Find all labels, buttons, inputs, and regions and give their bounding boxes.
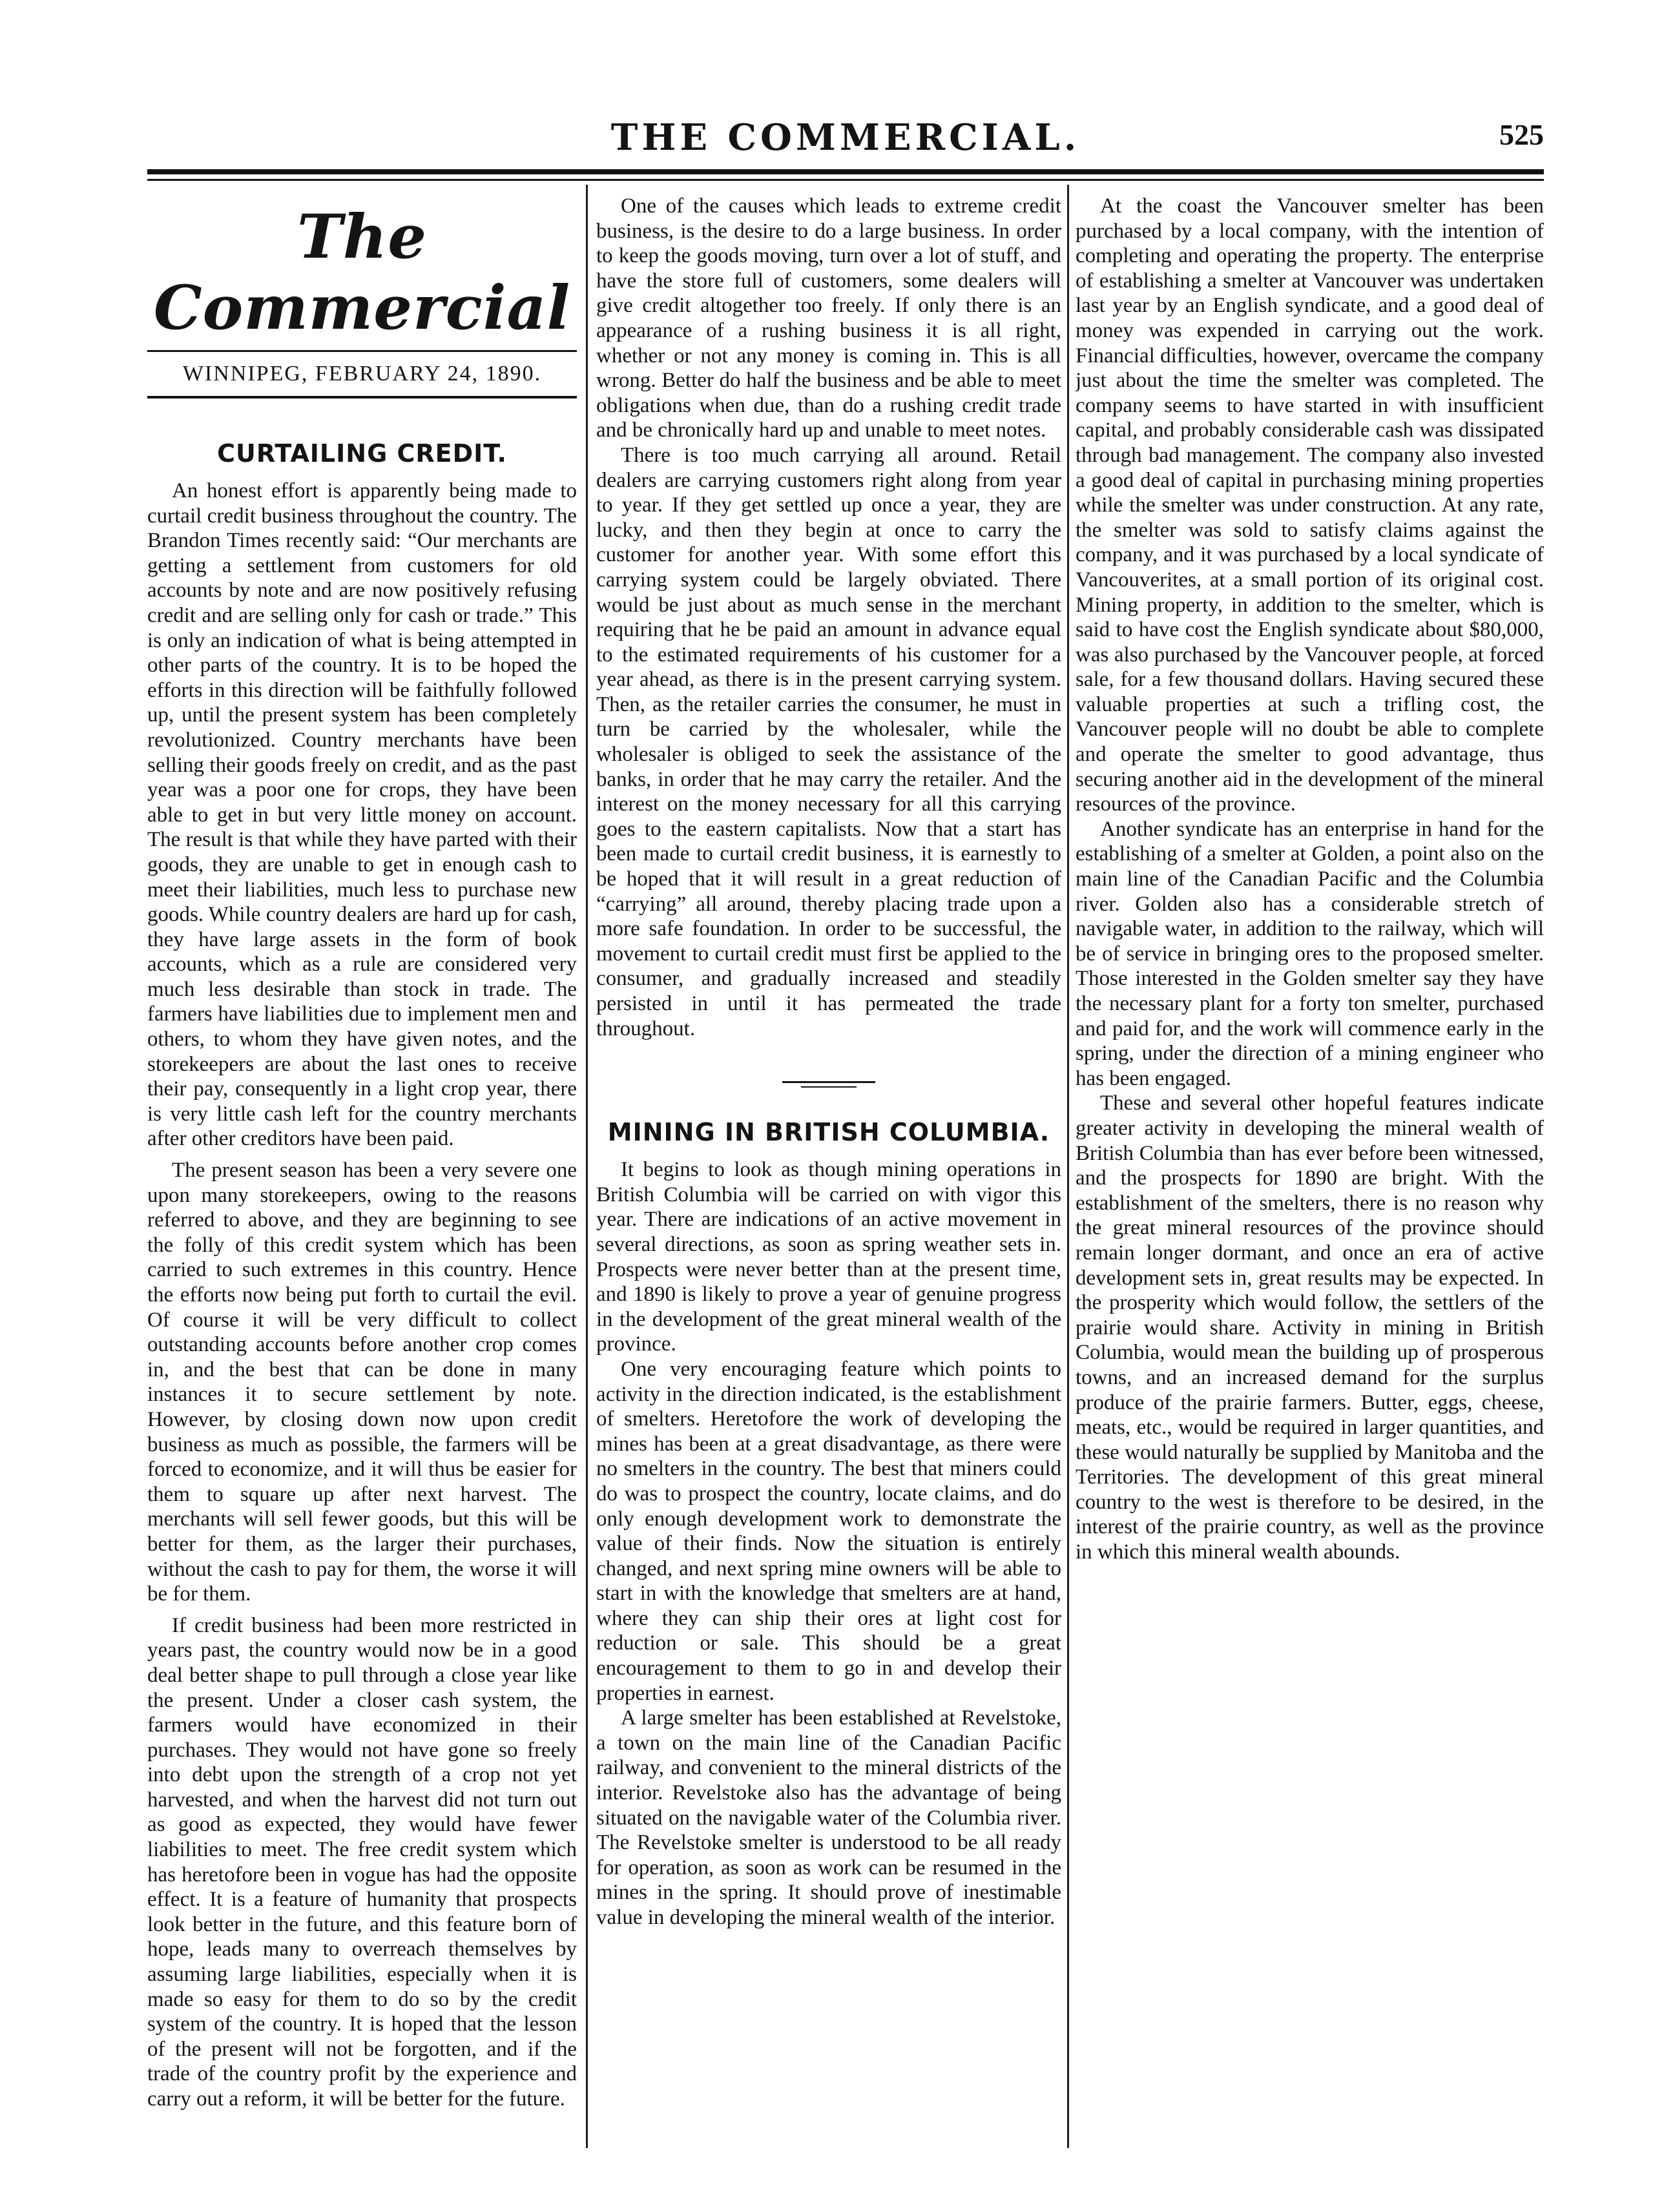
article-paragraph: A large smelter has been established at Revelstoke, a town on the main line of the Canadian Pacific railway, and convenient to the mineral districts of the interior. Revelstoke also has the advantage of being situated on the navigable water of the Columbia river. The Revelstoke smelter is understood to be all ready for operation, as soon as work can be resumed in the mines in the spring. It should prove of inestimable value in developing the mineral wealth of the interior. xyxy=(596,1706,1061,1929)
article-paragraph: One very encouraging feature which points to activity in the direction indicated, is the establishment of smelters. Heretofore the work of developing the mines has been at a great disadvantage, as there were no smelters in the country. The best that miners could do was to prospect the country, locate claims, and do only enough development work to demonstrate the value of their finds. Now the situation is entirely changed, and next spring mine owners will be able to start in with the knowledge that smelters are at hand, where they can ship their ores at light cost for reduction or sale. This should be a great encouragement to them to go in and develop their properties in earnest. xyxy=(596,1357,1061,1705)
article-heading: CURTAILING CREDIT. xyxy=(217,439,507,468)
page-number: 525 xyxy=(1499,118,1544,151)
article-paragraph: If credit business had been more restricted in years past, the country would now be in a good deal better shape to pull through a close year like the present. Under a closer cash system, the farmers would have economized in their purchases. They would not have gone so freely into debt upon the strength of a crop not yet harvested, and when the harvest did not turn out as good as expected, they would have fewer liabilities to meet. The free credit system which has heretofore been in vogue has had the opposite effect. It is a feature of humanity that prospects look better in the future, and this feature born of hope, leads many to overreach themselves by assuming large liabilities, especially when it is made so easy for them to do so by the credit system of the country. It is hoped that the lesson of the present will not be forgotten, and if the trade of the country profit by the experience and carry out a reform, it will be better for the future. xyxy=(147,1613,577,2111)
masthead-rule xyxy=(147,396,577,398)
column-divider xyxy=(586,185,588,2148)
masthead-title: The Commercial xyxy=(153,202,571,344)
section-separator xyxy=(596,1073,1061,1099)
header-rule xyxy=(147,169,1544,174)
article-paragraph: One of the causes which leads to extreme credit business, is the desire to do a large business. In order to keep the goods moving, turn over a lot of stuff, and have the store full of customers, some dealers will give credit altogether too freely. If only there is an appearance of a rushing business it is all right, whether or not any money is coming in. This is all wrong. Better do half the business and be able to meet obligations when due, than do a rushing credit trade and be chronically hard up and unable to meet notes. xyxy=(596,194,1061,442)
article-paragraph: The present season has been a very severe one upon many storekeepers, owing to the reasons referred to above, and they are beginning to see the folly of this credit system which has been carried to such extremes in this country. Hence the efforts now being put forth to curtail the evil. Of course it will be very difficult to collect outstanding accounts before another crop comes in, and the best that can be done in many instances it to secure settlement by note. However, by closing down now upon credit business as much as possible, the farmers will be forced to economize, and it will thus be easier for them to square up after next harvest. The merchants will sell fewer goods, but this will be better for them, as the larger their purchases, without the cash to pay for them, the worse it will be for them. xyxy=(147,1159,577,1606)
article-paragraph: It begins to look as though mining operations in British Columbia will be carried on with vigor this year. There are indications of an active movement in several directions, as soon as spring weather sets in. Prospects were never better than at the present time, and 1890 is likely to prove a year of genuine progress in the development of the great mineral wealth of the province. xyxy=(596,1158,1061,1356)
column-divider xyxy=(1067,185,1069,2148)
article-paragraph: There is too much carrying all around. Retail dealers are carrying customers right along from year to year. If they get settled up once a year, they are lucky, and then they begin at once to carry the customer for another year. With some effort this carrying system could be largely obviated. There would be just about as much sense in the merchant requiring that he be paid an amount in advance equal to the estimated requirements of his customer for a year ahead, as there is in the present carrying system. Then, as the retailer carries the consumer, he must in turn be carried by the wholesaler, while the wholesaler is obliged to seek the assistance of the banks, in order that he may carry the retailer. And the interest on the money necessary for all this carrying goes to the eastern capitalists. Now that a start has been made to curtail credit business, it is earnestly to be hoped that it will result in a great reduction of “carrying” all around, thereby placing trade upon a more safe foundation. In order to be successful, the movement to curtail credit must first be applied to the consumer, and gradually increased and steadily persisted in until it has permeated the trade throughout. xyxy=(596,443,1061,1040)
running-head xyxy=(147,116,1544,174)
column-1 xyxy=(147,194,577,2144)
column-3 xyxy=(1076,194,1544,2144)
dateline: WINNIPEG, FEBRUARY 24, 1890. xyxy=(182,362,542,386)
article-paragraph: These and several other hopeful features indicate greater activity in developing the mineral wealth of British Columbia than has ever before been witnessed, and the prospects for 1890 are bright. With the establishment of the smelters, there is no reason why the great mineral resources of the province should remain longer dormant, and once an era of active development sets in, great results may be expected. In the prosperity which would follow, the settlers of the prairie would share. Activity in mining in British Columbia, would mean the building up of prosperous towns, and an increased demand for the surplus produce of the prairie farmers. Butter, eggs, cheese, meats, etc., would be required in larger quantities, and these would naturally be supplied by Manitoba and the Territories. The development of this great mineral country to the west is therefore to be desired, in the interest of the prairie country, as well as the province in which this mineral wealth abounds. xyxy=(1076,1091,1544,1564)
header-rule-thin xyxy=(147,179,1544,181)
article-heading: MINING IN BRITISH COLUMBIA. xyxy=(607,1118,1050,1147)
article-paragraph: Another syndicate has an enterprise in hand for the establishing of a smelter at Golden, a point also on the main line of the Canadian Pacific and the Columbia river. Golden also has a considerable stretch of navigable water, in addition to the railway, which will be of service in bringing ores to the proposed smelter. Those interested in the Golden smelter say they have the necessary plant for a forty ton smelter, purchased and paid for, and the work will commence early in the spring, under the direction of a mining engineer who has been engaged. xyxy=(1076,817,1544,1090)
article-paragraph: At the coast the Vancouver smelter has been purchased by a local company, with the intention of completing and operating the property. The enterprise of establishing a smelter at Vancouver was undertaken last year by an English syndicate, and a good deal of money was expended in carrying out the work. Financial difficulties, however, overcame the company just about the time the smelter was completed. The company seems to have started in with insufficient capital, and probably considerable cash was dissipated through bad management. The company also invested a good deal of capital in purchasing mining properties while the smelter was under construction. At any rate, the smelter was sold to satisfy claims against the company, and it was purchased by a local syndicate of Vancouverites, at a small portion of its original cost. Mining property, in addition to the smelter, which is said to have cost the English syndicate about $80,000, was also purchased by the Vancouver people, at forced sale, for a few thousand dollars. Having secured these valuable properties at such a trifling cost, the Vancouver people will no doubt be able to complete and operate the smelter to good advantage, thus securing another aid in the development of the mineral resources of the province. xyxy=(1076,194,1544,816)
column-2 xyxy=(596,194,1061,2144)
running-head-title: THE COMMERCIAL. xyxy=(610,116,1081,159)
article-paragraph: An honest effort is apparently being made to curtail credit business throughout the country. The Brandon Times recently said: “Our merchants are getting a settlement from customers for old accounts by note and are now positively refusing credit and are selling only for cash or trade.” This is only an indication of what is being attempted in other parts of the country. It is to be hoped the efforts in this direction will be faithfully followed up, until the present system has been completely revolutionized. Country merchants have been selling their goods freely on credit, and as the past year was a poor one for crops, they have been able to get in but very little money on account. The result is that while they have parted with their goods, they are unable to get in enough cash to meet their liabilities, much less to purchase new goods. While country dealers are hard up for cash, they have large assets in the form of book accounts, which as a rule are considered very much less desirable than stock in trade. The farmers have liabilities due to implement men and others, to whom they have given notes, and the storekeepers are about the last ones to receive their pay, consequently in a light crop year, there is very little cash left for the country merchants after other creditors have been paid. xyxy=(147,479,577,1151)
